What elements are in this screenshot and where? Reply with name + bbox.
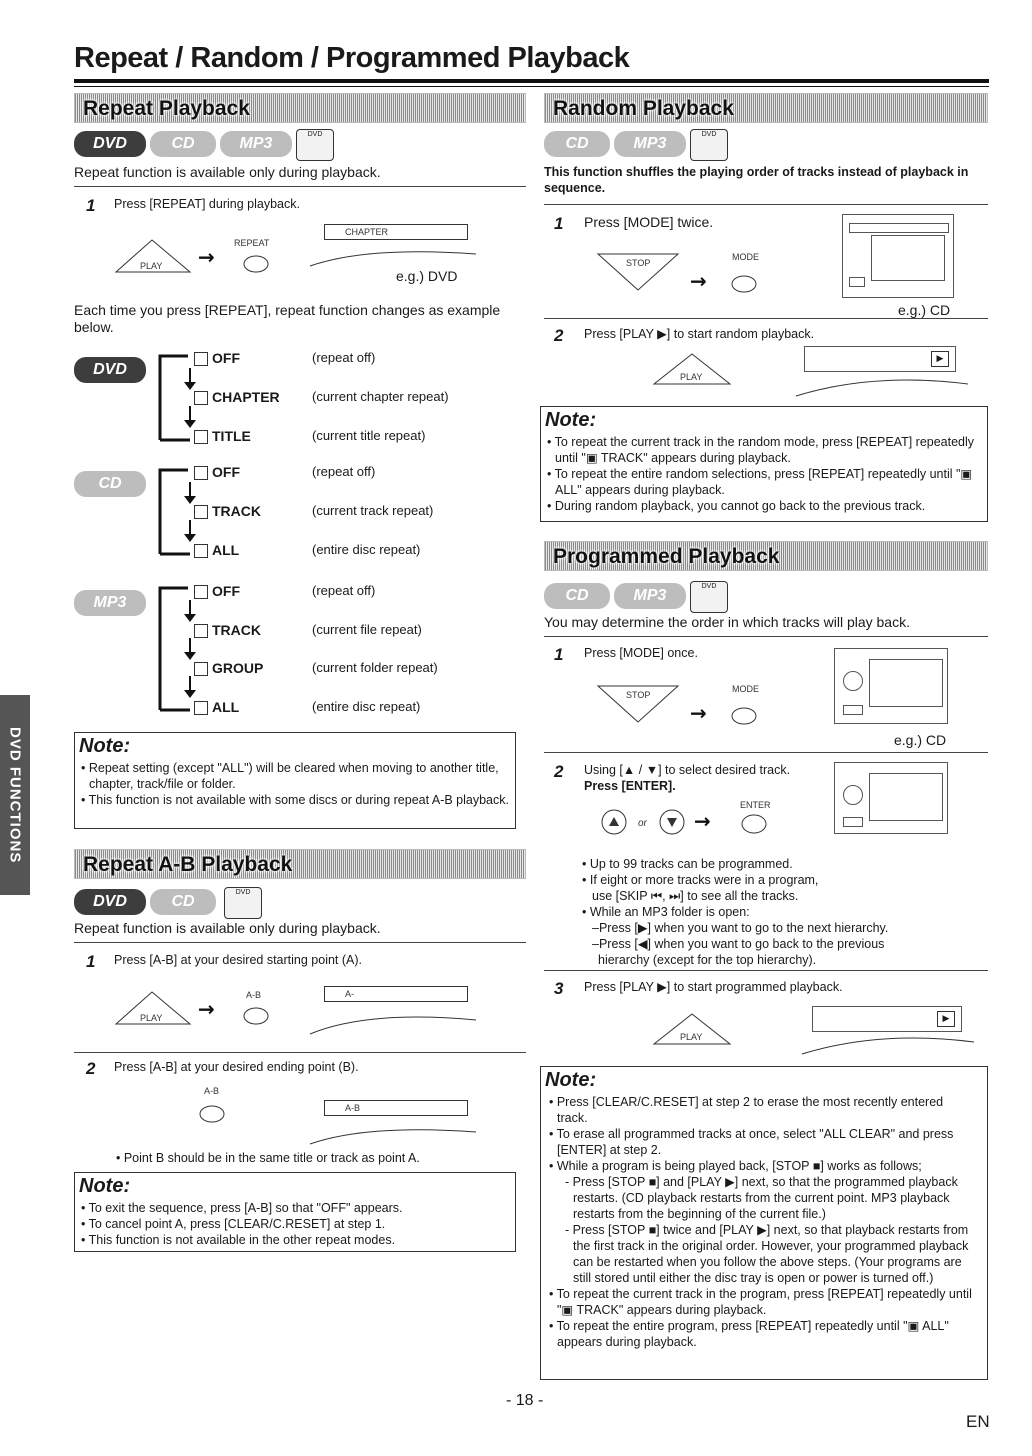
random-screen: [842, 214, 954, 298]
rule: [544, 970, 988, 971]
note-title: Note:: [79, 735, 131, 757]
mode-row: OFF: [194, 583, 240, 599]
mode-label: MODE: [732, 684, 759, 694]
side-tab: DVD FUNCTIONS: [0, 695, 30, 895]
ab-intro: Repeat function is available only during playback.: [74, 920, 381, 936]
step-number: 2: [86, 1059, 96, 1078]
step-number: 2: [554, 326, 564, 345]
note-title: Note:: [545, 1069, 597, 1091]
mp3-badge: MP3: [614, 131, 686, 157]
page-title: Repeat / Random / Programmed Playback: [74, 42, 630, 74]
mode-row: GROUP: [194, 660, 263, 676]
bullet: • While an MP3 folder is open:: [582, 905, 750, 919]
play-label: PLAY: [140, 1013, 163, 1023]
note-item: • To repeat the entire program, press [REPEAT] repeatedly until "▣ ALL" appears during playback.: [549, 1319, 949, 1349]
screen-curve: [794, 368, 970, 398]
play-label: PLAY: [680, 1032, 703, 1042]
stop-mode-illustration: [594, 680, 774, 728]
cd-badge-cycle: CD: [74, 471, 146, 497]
each-time-text: Each time you press [REPEAT], repeat function changes as example below.: [74, 302, 501, 335]
bullet: • If eight or more tracks were in a program,: [582, 873, 819, 887]
svg-text:→: →: [198, 997, 215, 1021]
mp3-badge: MP3: [614, 583, 686, 609]
rule: [544, 318, 988, 319]
screen-curve: [308, 1006, 478, 1036]
step-number: 3: [554, 979, 564, 998]
note-item: • During random playback, you cannot go back to the previous track.: [547, 499, 926, 513]
bullet: –Press [◀] when you want to go back to the previous: [592, 937, 885, 951]
note-item: - Press [STOP ■] twice and [PLAY ▶] next, so that playback restarts from the first track in the original order. However, your programmed playback can be restarted when you follow the above steps. (Your programs are still stored until either the disc tray is open or power is turned off.): [565, 1223, 969, 1285]
arrows-enter-illustration: [594, 798, 784, 838]
ab-bullet: • Point B should be in the same title or track as point A.: [116, 1151, 420, 1165]
mp3-badge: MP3: [220, 131, 292, 157]
play-repeat-illustration: [114, 232, 284, 278]
svg-text:→: →: [198, 245, 215, 269]
screen-curve: [308, 244, 478, 268]
note-item: • To repeat the current track in the program, press [REPEAT] repeatedly until "▣ TRACK" appears during playback.: [549, 1287, 972, 1317]
stop-mode-illustration: [594, 248, 774, 296]
note-item: • This function is not available with some discs or during repeat A-B playback.: [81, 793, 509, 807]
bullet: • Up to 99 tracks can be programmed.: [582, 857, 793, 871]
repeat-section-header: Repeat Playback: [74, 93, 526, 123]
svg-text:→: →: [690, 701, 707, 725]
note-item: • To repeat the entire random selections, press [REPEAT] repeatedly until "▣ ALL" appears during playback.: [547, 467, 973, 497]
random-step1: Press [MODE] twice.: [584, 214, 714, 230]
step-number: 2: [554, 762, 564, 781]
note-title: Note:: [545, 409, 597, 431]
stop-label: STOP: [626, 690, 651, 700]
programmed-step1: Press [MODE] once.: [584, 646, 698, 660]
mode-desc: (current chapter repeat): [312, 389, 449, 404]
svg-text:→: →: [694, 809, 711, 833]
ab-note-box: [74, 1172, 516, 1252]
eg-dvd: e.g.) DVD: [396, 268, 458, 284]
note-item: • Press [CLEAR/C.RESET] at step 2 to erase the most recently entered track.: [549, 1095, 944, 1125]
mode-desc: (repeat off): [312, 350, 376, 365]
cd-badge: CD: [544, 131, 610, 157]
repeat-step1: Press [REPEAT] during playback.: [114, 197, 300, 211]
mode-row: CHAPTER: [194, 389, 280, 405]
chapter-screen-bar: CHAPTER: [324, 224, 468, 240]
dvd-badge: DVD: [74, 889, 146, 915]
mode-desc: (repeat off): [312, 464, 376, 479]
mode-row: TRACK: [194, 622, 261, 638]
mode-desc: (repeat off): [312, 583, 376, 598]
language-code: EN: [966, 1412, 990, 1431]
mode-row: TRACK: [194, 503, 261, 519]
programmed-intro: You may determine the order in which tracks will play back.: [544, 614, 910, 630]
note-item: • To repeat the current track in the random mode, press [REPEAT] repeatedly until "▣ TRACK" appears during playback.: [547, 435, 975, 465]
mode-desc: (current folder repeat): [312, 660, 438, 675]
play-label: PLAY: [140, 261, 163, 271]
svg-text:→: →: [690, 269, 707, 293]
mode-desc: (current title repeat): [312, 428, 426, 443]
dvd-badge: DVD: [74, 131, 146, 157]
title-rule-thin: [74, 86, 989, 87]
eg-cd: e.g.) CD: [898, 302, 951, 318]
mp3-badge-cycle: MP3: [74, 590, 146, 616]
mode-row: OFF: [194, 350, 240, 366]
mode-desc: (current file repeat): [312, 622, 422, 637]
screen-curve: [800, 1026, 976, 1056]
programmed-section-header: Programmed Playback: [544, 541, 988, 571]
play-illustration: [652, 348, 742, 388]
programmed-bullets: [582, 856, 982, 968]
rule: [544, 636, 988, 637]
mode-label: MODE: [732, 252, 759, 262]
a-screen-bar: A-: [324, 986, 468, 1002]
programmed-step3: Press [PLAY ▶] to start programmed playback.: [584, 980, 843, 994]
title-rule: [74, 79, 989, 83]
dvd-disc-icon: DVD: [224, 887, 262, 919]
note-item: • Repeat setting (except "ALL") will be cleared when moving to another title, chapter, track/file or folder.: [81, 761, 499, 791]
ab-button-illustration: [190, 1084, 240, 1130]
step-number: 1: [86, 196, 96, 215]
rule: [74, 942, 526, 943]
random-intro: This function shuffles the playing order of tracks instead of playback in sequence.: [544, 165, 969, 195]
random-section-header: Random Playback: [544, 93, 988, 123]
repeat-note-box: [74, 732, 516, 829]
note-item: • To erase all programmed tracks at once, select "ALL CLEAR" and press [ENTER] at step 2.: [549, 1127, 954, 1157]
dvd-disc-icon: DVD: [296, 129, 334, 161]
play-label: PLAY: [680, 372, 703, 382]
play-illustration: [652, 1008, 742, 1048]
programmed-step2a: Using [▲ / ▼] to select desired track.: [584, 763, 791, 777]
ab-screen-bar: A-B: [324, 1100, 468, 1116]
note-item: - Press [STOP ■] and [PLAY ▶] next, so that the programmed playback restarts. (CD playback restarts from the current point. MP3 playback restarts from the beginning of the current file.): [565, 1175, 958, 1221]
ab-step1: Press [A-B] at your desired starting point (A).: [114, 953, 363, 967]
bullet: –Press [▶] when you want to go to the next hierarchy.: [592, 921, 889, 935]
note-item: • While a program is being played back, [STOP ■] works as follows;: [549, 1159, 922, 1173]
rule: [74, 186, 526, 187]
play-screen: ▶: [812, 1006, 962, 1032]
cd-badge: CD: [544, 583, 610, 609]
note-item: • This function is not available in the other repeat modes.: [81, 1233, 396, 1247]
dvd-disc-icon: DVD: [690, 129, 728, 161]
note-title: Note:: [79, 1175, 131, 1197]
mode-row: OFF: [194, 464, 240, 480]
mode-desc: (entire disc repeat): [312, 542, 421, 557]
note-item: • To exit the sequence, press [A-B] so that "OFF" appears.: [81, 1201, 403, 1215]
ab-section-header: Repeat A-B Playback: [74, 849, 526, 879]
dvd-disc-icon: DVD: [690, 581, 728, 613]
page-number: - 18 -: [506, 1392, 544, 1409]
play-ab-illustration: [114, 984, 284, 1030]
step-number: 1: [86, 952, 96, 971]
stop-label: STOP: [626, 258, 651, 268]
ab-label: A-B: [246, 990, 262, 1000]
mode-desc: (entire disc repeat): [312, 699, 421, 714]
program-screen-2: [834, 762, 948, 834]
ab-step2: Press [A-B] at your desired ending point (B).: [114, 1060, 359, 1074]
bullet: use [SKIP ⏮, ⏭] to see all the tracks.: [592, 889, 799, 903]
cd-badge: CD: [150, 889, 216, 915]
play-screen: ▶: [804, 346, 956, 372]
mode-row: ALL: [194, 699, 239, 715]
program-screen-1: [834, 648, 948, 724]
dvd-badge-cycle: DVD: [74, 357, 146, 383]
note-item: • To cancel point A, press [CLEAR/C.RESET] at step 1.: [81, 1217, 386, 1231]
programmed-note-box: [540, 1066, 988, 1380]
programmed-step2b: Press [ENTER].: [584, 779, 676, 793]
mode-desc: (current track repeat): [312, 503, 434, 518]
random-note-box: [540, 406, 988, 522]
step-number: 1: [554, 214, 564, 233]
or-label: or: [638, 818, 647, 829]
repeat-intro: Repeat function is available only during playback.: [74, 164, 381, 180]
mode-row: ALL: [194, 542, 239, 558]
screen-curve: [308, 1120, 478, 1146]
rule: [74, 1052, 526, 1053]
enter-label: ENTER: [740, 800, 771, 810]
bullet: hierarchy (except for the top hierarchy).: [598, 953, 817, 967]
rule: [544, 752, 988, 753]
rule: [544, 204, 988, 205]
ab-label: A-B: [204, 1086, 220, 1096]
step-number: 1: [554, 645, 564, 664]
eg-cd-programmed: e.g.) CD: [894, 732, 947, 748]
repeat-label: REPEAT: [234, 238, 270, 248]
cd-badge: CD: [150, 131, 216, 157]
mode-row: TITLE: [194, 428, 251, 444]
random-step2: Press [PLAY ▶] to start random playback.: [584, 327, 815, 341]
